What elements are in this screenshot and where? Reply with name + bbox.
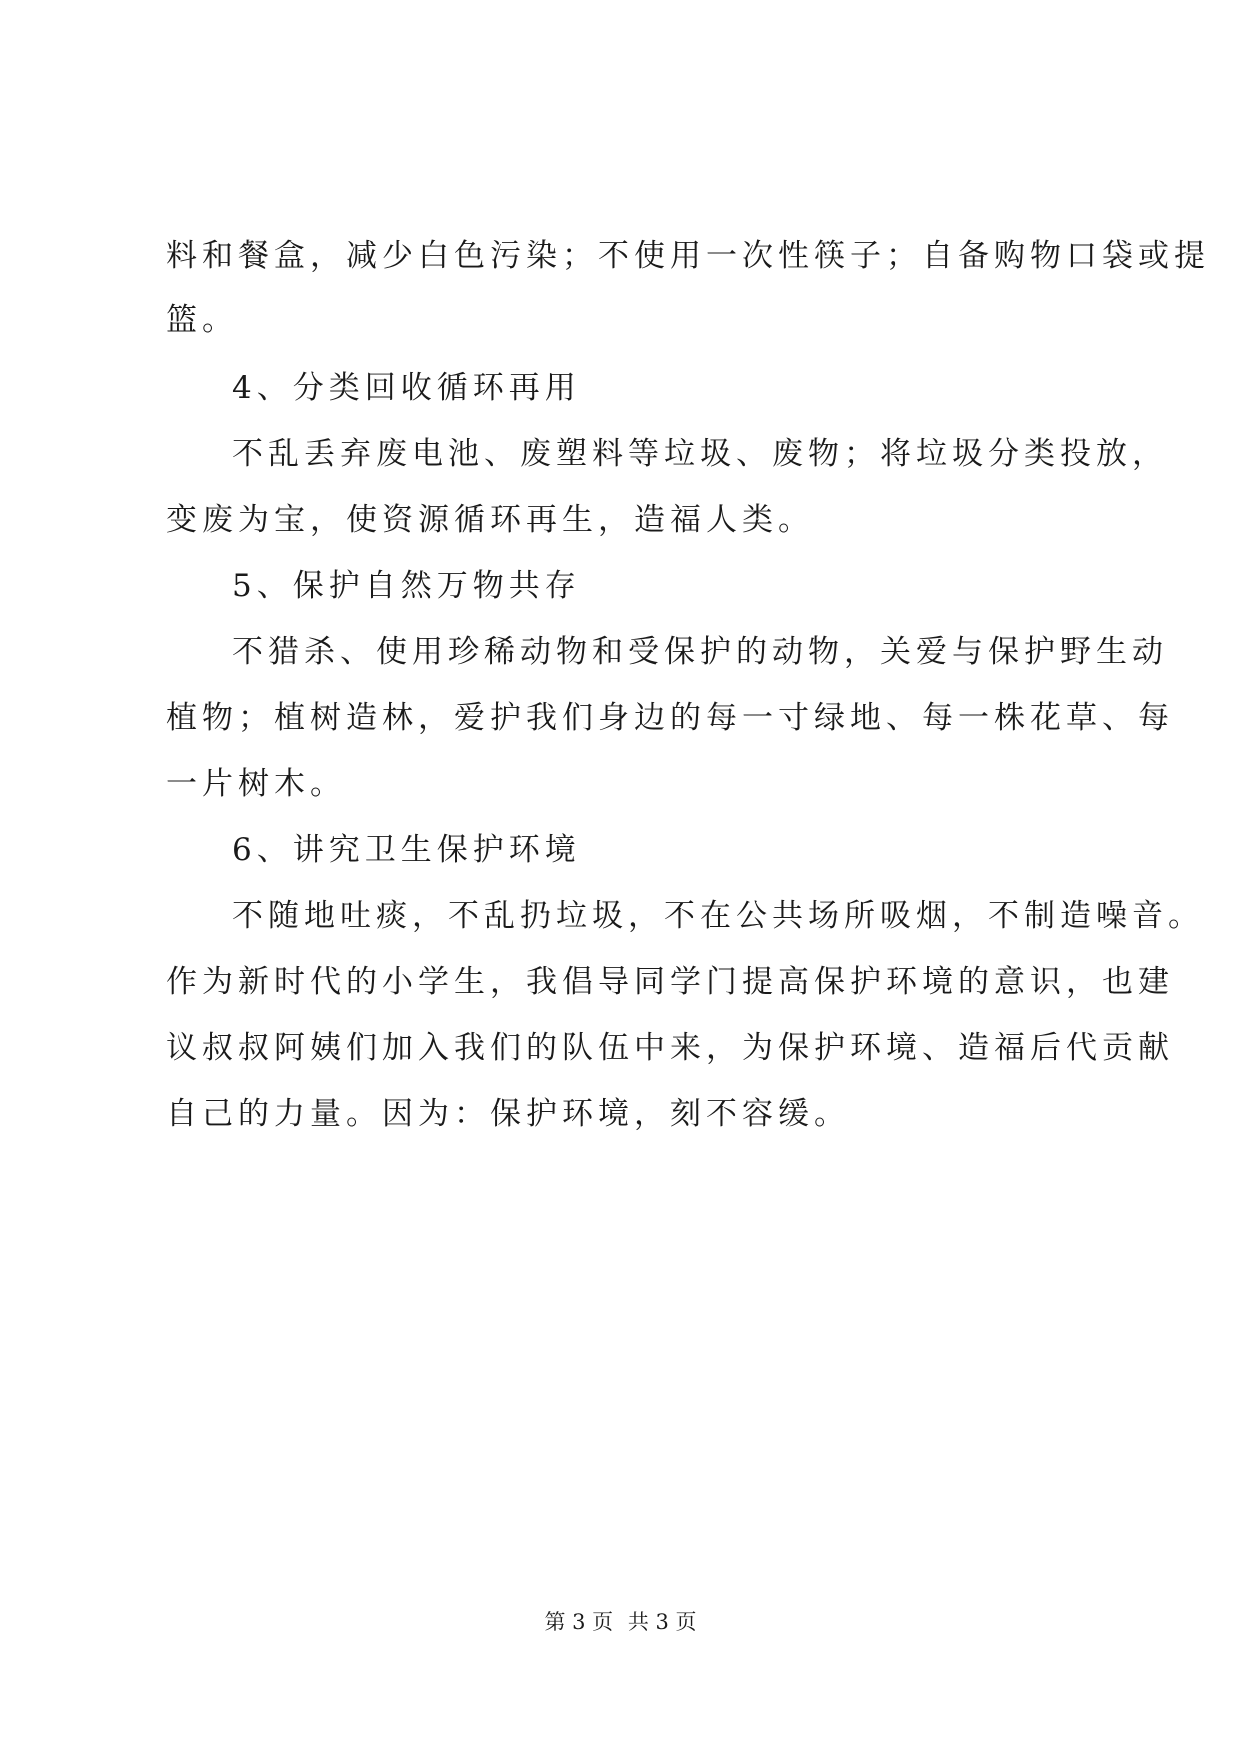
page-footer <box>0 1607 1241 1637</box>
page-total: 共 3 页 <box>627 1610 697 1634</box>
page-number: 第 3 页 <box>544 1610 614 1634</box>
body-text-line: 自己的力量。因为：保护环境，刻不容缓。 <box>166 1096 850 1132</box>
body-text-line: 一片树木。 <box>166 766 346 802</box>
section-heading-5: 5、保护自然万物共存 <box>232 568 581 604</box>
section-heading-4: 4、分类回收循环再用 <box>232 370 581 406</box>
body-text-line: 料和餐盒，减少白色污染；不使用一次性筷子；自备购物口袋或提 <box>166 238 1210 274</box>
body-text-line: 议叔叔阿姨们加入我们的队伍中来，为保护环境、造福后代贡献 <box>166 1030 1174 1066</box>
body-text-line: 变废为宝，使资源循环再生，造福人类。 <box>166 502 814 538</box>
body-text-line: 不随地吐痰，不乱扔垃圾，不在公共场所吸烟，不制造噪音。 <box>232 898 1204 934</box>
body-text-line: 作为新时代的小学生，我倡导同学门提高保护环境的意识，也建 <box>166 964 1174 1000</box>
section-heading-6: 6、讲究卫生保护环境 <box>232 832 581 868</box>
body-text-line: 不乱丢弃废电池、废塑料等垃圾、废物；将垃圾分类投放， <box>232 436 1168 472</box>
body-text-line: 植物；植树造林，爱护我们身边的每一寸绿地、每一株花草、每 <box>166 700 1174 736</box>
body-text-line: 篮。 <box>166 302 238 338</box>
body-text-line: 不猎杀、使用珍稀动物和受保护的动物，关爱与保护野生动 <box>232 634 1168 670</box>
